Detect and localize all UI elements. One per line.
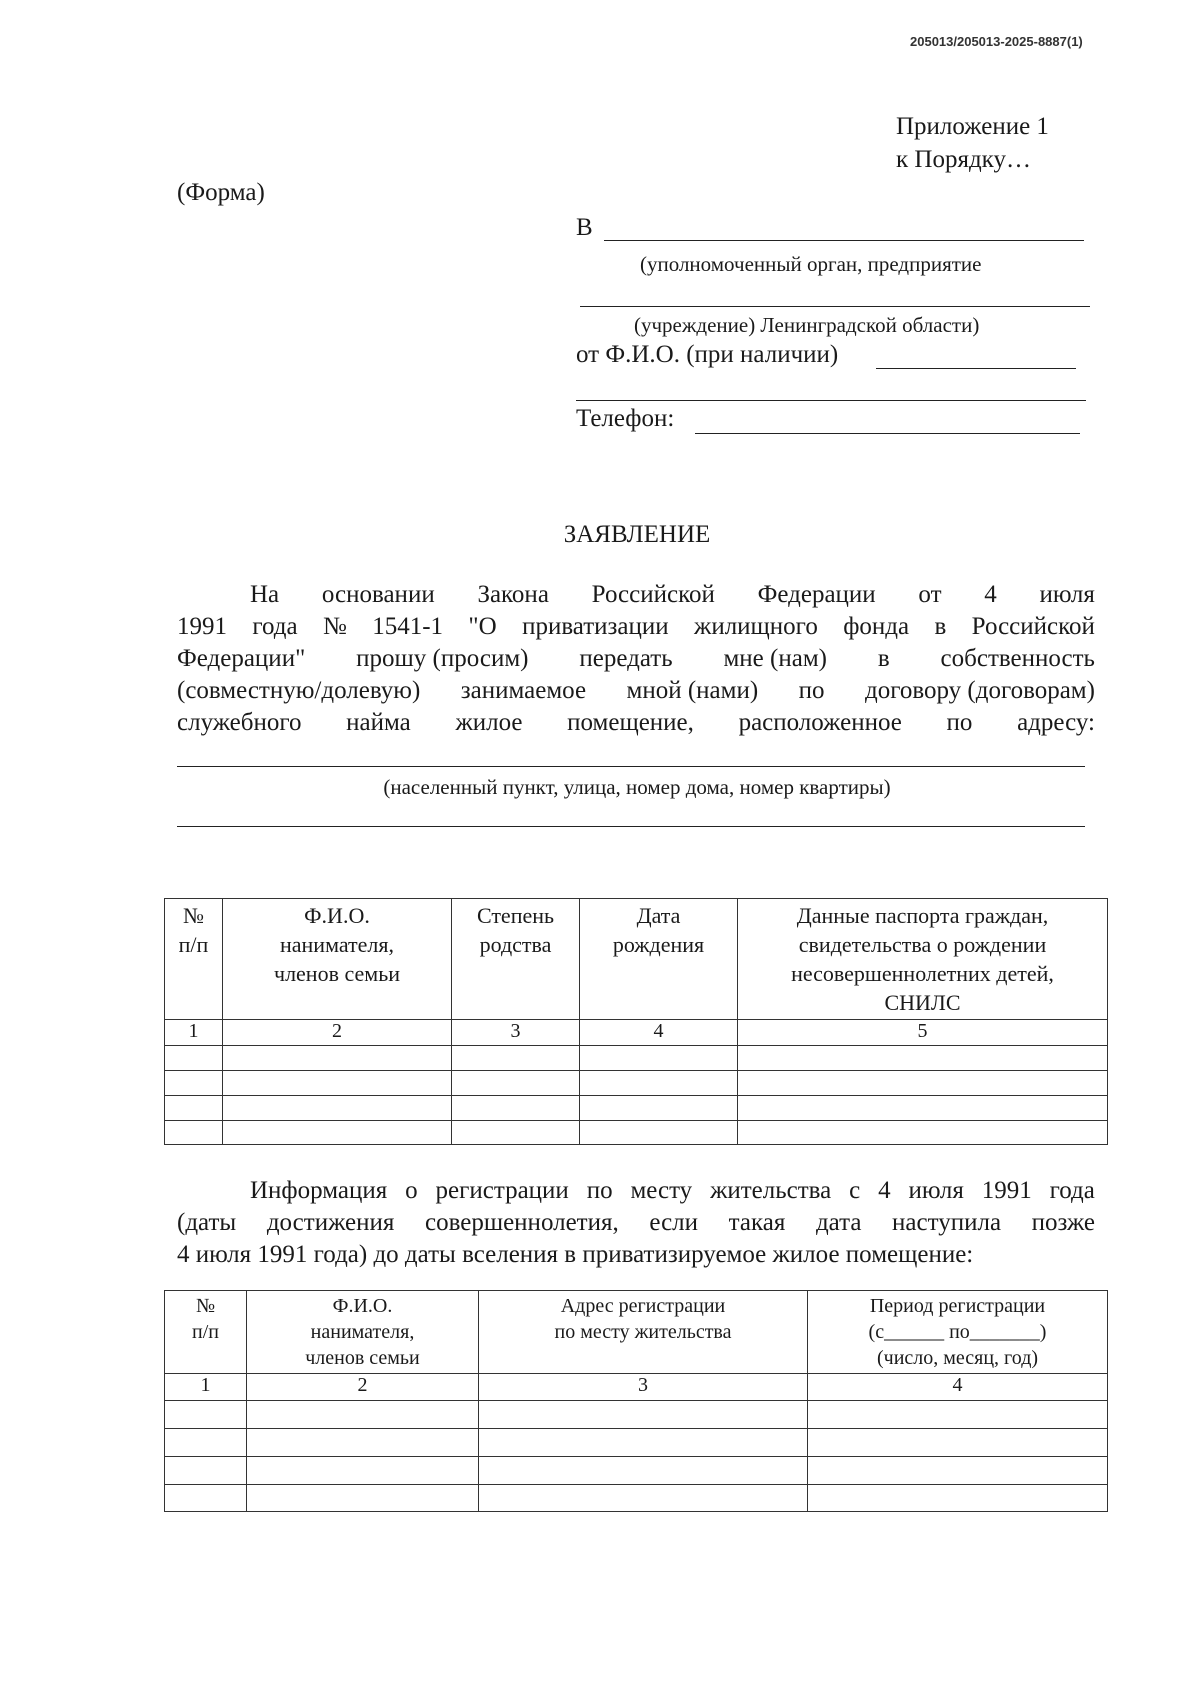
table-cell[interactable] bbox=[808, 1429, 1108, 1457]
table1-number-3: 3 bbox=[452, 1020, 580, 1046]
appendix-line-1: Приложение 1 bbox=[896, 113, 1049, 140]
from-field-line-2[interactable] bbox=[576, 400, 1086, 401]
table1-header-col-2: Ф.И.О. нанимателя, членов семьи bbox=[223, 899, 452, 1020]
table-cell[interactable] bbox=[580, 1121, 738, 1145]
form-label: (Форма) bbox=[177, 179, 265, 206]
table1-number-row bbox=[165, 1020, 1108, 1046]
word: расположенное bbox=[738, 709, 902, 736]
body-line-4 bbox=[177, 676, 1095, 706]
table-cell[interactable] bbox=[223, 1071, 452, 1096]
table-cell[interactable] bbox=[223, 1046, 452, 1071]
table-cell[interactable] bbox=[479, 1457, 808, 1485]
word: жилищного bbox=[694, 613, 818, 640]
table-cell[interactable] bbox=[738, 1121, 1108, 1145]
word: основании bbox=[321, 581, 435, 608]
table-cell[interactable] bbox=[247, 1485, 479, 1512]
word: совершеннолетия, bbox=[424, 1209, 619, 1236]
org-field-line[interactable] bbox=[580, 306, 1090, 307]
table-cell[interactable] bbox=[165, 1071, 223, 1096]
table1-header-col-3: Степень родства bbox=[452, 899, 580, 1020]
table2-header-col-2: Ф.И.О. нанимателя, членов семьи bbox=[247, 1291, 479, 1374]
table2-header-row bbox=[165, 1291, 1108, 1374]
word: июля bbox=[908, 1177, 964, 1204]
word: 4 bbox=[878, 1177, 891, 1204]
word: адресу: bbox=[1017, 709, 1095, 736]
word: жилое bbox=[455, 709, 523, 736]
table-cell[interactable] bbox=[452, 1071, 580, 1096]
word: Закона bbox=[477, 581, 549, 608]
table-cell[interactable] bbox=[165, 1457, 247, 1485]
word: регистрации bbox=[435, 1177, 569, 1204]
table-cell[interactable] bbox=[165, 1096, 223, 1121]
from-label: от Ф.И.О. (при наличии) bbox=[576, 341, 839, 368]
body-line-1 bbox=[250, 580, 1095, 610]
word: занимаемое bbox=[460, 677, 587, 704]
table2-number-2: 2 bbox=[247, 1374, 479, 1401]
table-row[interactable] bbox=[165, 1096, 1108, 1121]
table-cell[interactable] bbox=[808, 1485, 1108, 1512]
word: приватизации bbox=[522, 613, 669, 640]
word: (даты bbox=[177, 1209, 237, 1236]
table-cell[interactable] bbox=[247, 1401, 479, 1429]
table1-number-5: 5 bbox=[738, 1020, 1108, 1046]
table-row[interactable] bbox=[165, 1429, 1108, 1457]
word: 1991 bbox=[981, 1177, 1032, 1204]
to-field-line[interactable] bbox=[604, 240, 1084, 241]
from-field-line-1[interactable] bbox=[876, 368, 1076, 369]
body-line-2 bbox=[177, 612, 1095, 642]
table2-header-col-3: Адрес регистрации по месту жительства bbox=[479, 1291, 808, 1374]
word: месту bbox=[630, 1177, 693, 1204]
table1-number-4: 4 bbox=[580, 1020, 738, 1046]
table-cell[interactable] bbox=[165, 1401, 247, 1429]
table1-number-1: 1 bbox=[165, 1020, 223, 1046]
word: передать bbox=[579, 645, 673, 672]
phone-field-line[interactable] bbox=[695, 433, 1080, 434]
table-row[interactable] bbox=[165, 1046, 1108, 1071]
word: 1541-1 bbox=[372, 613, 444, 640]
table-cell[interactable] bbox=[452, 1121, 580, 1145]
table2-number-1: 1 bbox=[165, 1374, 247, 1401]
word: Российской bbox=[971, 613, 1095, 640]
table-cell[interactable] bbox=[165, 1046, 223, 1071]
word: года bbox=[1049, 1177, 1095, 1204]
registration-table bbox=[164, 1290, 1108, 1512]
table-cell[interactable] bbox=[808, 1401, 1108, 1429]
word: июля bbox=[1039, 581, 1095, 608]
table-cell[interactable] bbox=[452, 1096, 580, 1121]
word: помещение, bbox=[567, 709, 694, 736]
table-row[interactable] bbox=[165, 1071, 1108, 1096]
registration-line-2 bbox=[177, 1208, 1095, 1238]
word: (совместную/долевую) bbox=[177, 677, 421, 704]
word: Информация bbox=[250, 1177, 388, 1204]
word: по bbox=[586, 1177, 613, 1204]
table-cell[interactable] bbox=[580, 1096, 738, 1121]
table2-header-col-1: № п/п bbox=[165, 1291, 247, 1374]
body-line-3 bbox=[177, 644, 1095, 674]
word: "О bbox=[468, 613, 497, 640]
body-line-5 bbox=[177, 708, 1095, 738]
table-cell[interactable] bbox=[479, 1485, 808, 1512]
word: 4 bbox=[984, 581, 997, 608]
table1-header-col-4: Дата рождения bbox=[580, 899, 738, 1020]
table-row[interactable] bbox=[165, 1485, 1108, 1512]
word: № bbox=[322, 613, 347, 640]
word: 1991 bbox=[177, 613, 227, 640]
table-cell[interactable] bbox=[165, 1485, 247, 1512]
word: если bbox=[649, 1209, 699, 1236]
word: жительства bbox=[710, 1177, 832, 1204]
word: На bbox=[250, 581, 280, 608]
org-caption-2: (учреждение) Ленинградской области) bbox=[634, 313, 980, 337]
table2-header-col-4: Период регистрации (с______ по_______) (число, месяц, год) bbox=[808, 1291, 1108, 1374]
table1-header-col-5: Данные паспорта граждан, свидетельства о рождении несовершеннолетних детей, СНИЛС bbox=[738, 899, 1108, 1020]
table1-header-row bbox=[165, 899, 1108, 1020]
word: дата bbox=[815, 1209, 862, 1236]
table-cell[interactable] bbox=[479, 1429, 808, 1457]
table-cell[interactable] bbox=[479, 1401, 808, 1429]
address-field-line-1[interactable] bbox=[177, 766, 1085, 767]
word: позже bbox=[1031, 1209, 1095, 1236]
table-cell[interactable] bbox=[808, 1457, 1108, 1485]
document-code: 205013/205013-2025-8887(1) bbox=[910, 34, 1083, 49]
word: Федерации" bbox=[177, 645, 306, 672]
table-cell[interactable] bbox=[738, 1046, 1108, 1071]
family-members-table bbox=[164, 898, 1108, 1145]
word: Федерации bbox=[757, 581, 876, 608]
word: с bbox=[849, 1177, 861, 1204]
word: от bbox=[918, 581, 942, 608]
table-cell[interactable] bbox=[165, 1429, 247, 1457]
word: собственность bbox=[940, 645, 1095, 672]
table-cell[interactable] bbox=[452, 1046, 580, 1071]
table-row[interactable] bbox=[165, 1121, 1108, 1145]
word: договору (договорам) bbox=[865, 677, 1095, 704]
address-field-line-2[interactable] bbox=[177, 826, 1085, 827]
word: достижения bbox=[266, 1209, 395, 1236]
table1-header-col-1: № п/п bbox=[165, 899, 223, 1020]
table-cell[interactable] bbox=[165, 1121, 223, 1145]
word: найма bbox=[346, 709, 411, 736]
word: служебного bbox=[177, 709, 302, 736]
word: фонда bbox=[843, 613, 910, 640]
table-cell[interactable] bbox=[223, 1121, 452, 1145]
word: мне (нам) bbox=[723, 645, 827, 672]
word: наступила bbox=[892, 1209, 1002, 1236]
word: по bbox=[946, 709, 973, 736]
table-row[interactable] bbox=[165, 1401, 1108, 1429]
word: прошу (просим) bbox=[356, 645, 529, 672]
word: в bbox=[877, 645, 890, 672]
word: по bbox=[798, 677, 825, 704]
word: мной (нами) bbox=[626, 677, 759, 704]
table-cell[interactable] bbox=[580, 1071, 738, 1096]
registration-line-1 bbox=[250, 1176, 1095, 1206]
table-cell[interactable] bbox=[738, 1071, 1108, 1096]
phone-label: Телефон: bbox=[576, 405, 675, 432]
table-cell[interactable] bbox=[580, 1046, 738, 1071]
table-cell[interactable] bbox=[247, 1429, 479, 1457]
word: такая bbox=[728, 1209, 786, 1236]
address-caption: (населенный пункт, улица, номер дома, номер квартиры) bbox=[383, 775, 891, 799]
word: Российской bbox=[591, 581, 715, 608]
table-row[interactable] bbox=[165, 1457, 1108, 1485]
table2-number-row bbox=[165, 1374, 1108, 1401]
table-cell[interactable] bbox=[223, 1096, 452, 1121]
table2-number-3: 3 bbox=[479, 1374, 808, 1401]
word: года bbox=[252, 613, 298, 640]
document-title: ЗАЯВЛЕНИЕ bbox=[563, 521, 711, 548]
appendix-line-2: к Порядку… bbox=[896, 146, 1031, 173]
table-cell[interactable] bbox=[247, 1457, 479, 1485]
table-cell[interactable] bbox=[738, 1096, 1108, 1121]
org-caption-1: (уполномоченный орган, предприятие bbox=[640, 252, 982, 276]
table2-number-4: 4 bbox=[808, 1374, 1108, 1401]
registration-line-3: 4 июля 1991 года) до даты вселения в приватизируемое жилое помещение: bbox=[177, 1241, 974, 1268]
word: о bbox=[405, 1177, 418, 1204]
table1-number-2: 2 bbox=[223, 1020, 452, 1046]
to-label: В bbox=[576, 214, 593, 241]
word: в bbox=[934, 613, 947, 640]
